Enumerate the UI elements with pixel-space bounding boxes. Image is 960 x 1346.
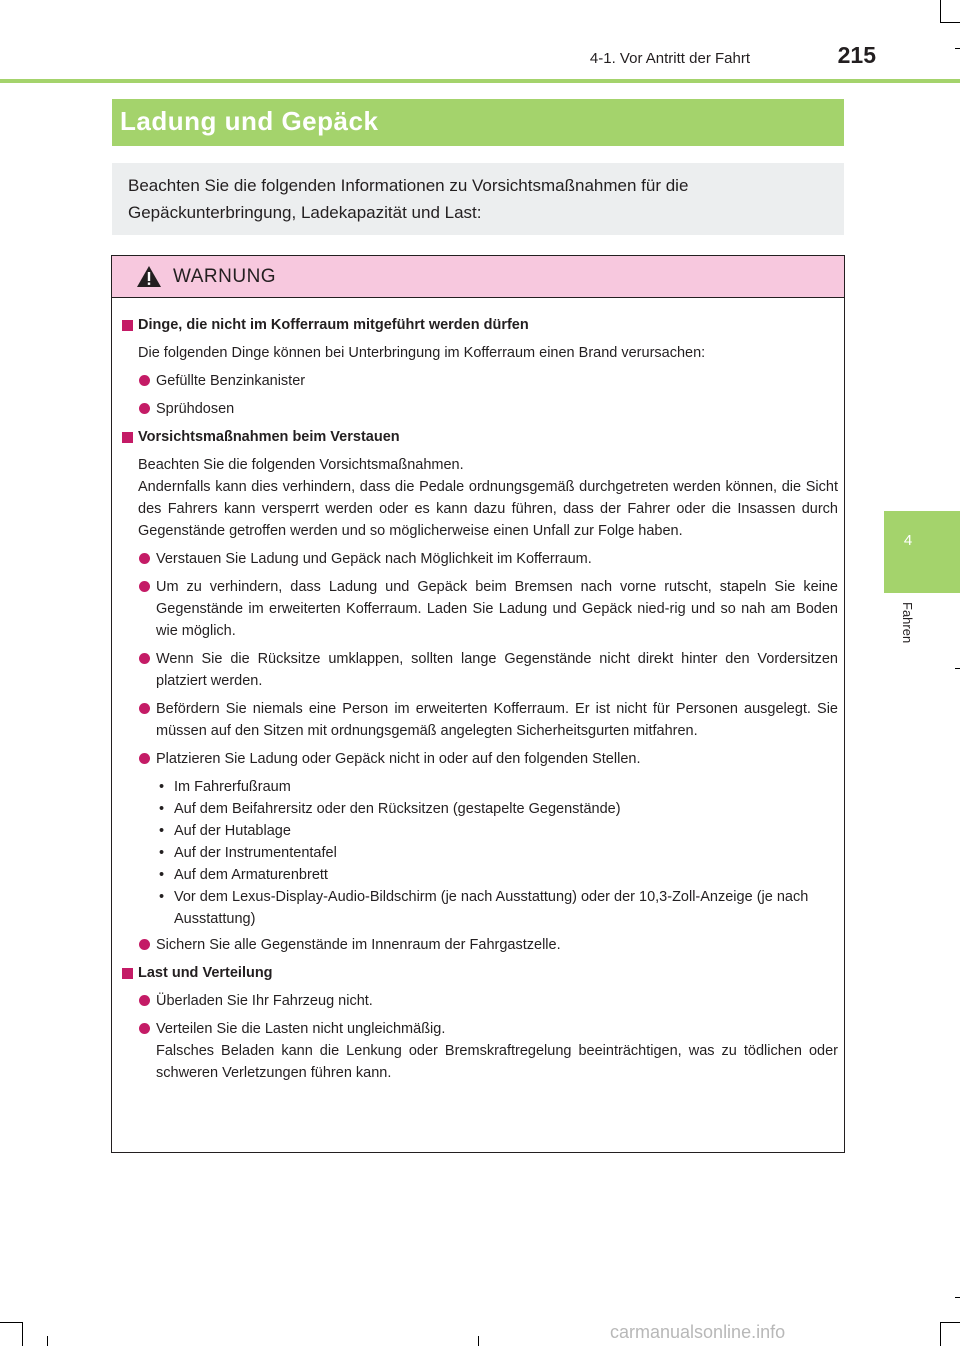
page-number: 215 [837,42,876,68]
crop-mark [47,1336,48,1346]
bullet-item: Verstauen Sie Ladung und Gepäck nach Möglichkeit im Kofferraum. [122,548,838,570]
warning-body [122,314,838,1084]
bullet-item: Gefüllte Benzinkanister [122,370,838,392]
bullet-item: Platzieren Sie Ladung oder Gepäck nicht in oder auf den folgenden Stellen. [122,748,838,770]
crop-mark [940,0,941,22]
paragraph-line: Andernfalls kann dies verhindern, dass die Pedale ordnungsgemäß durchgetreten werden können, die Sicht des Fahrers kann versperrt werden oder es kann dazu führen, dass der Fahrer oder die Insassen durch Gegenstände getroffen werden und so möglicherweise einen Unfall zur Folge haben. [138,479,838,539]
paragraph [122,454,838,542]
chapter-tab [884,511,960,593]
bullet-item: Wenn Sie die Rücksitze umklappen, sollten lange Gegenstände nicht direkt hinter den Vordersitzen platziert werden. [122,648,838,692]
watermark: carmanualsonline.info [610,1322,786,1342]
crop-mark [0,1322,22,1323]
list-item: • Auf dem Armaturenbrett [122,864,838,886]
section-heading: Vorsichtsmaßnahmen beim Verstauen [122,426,838,448]
chapter-label-text: Fahren [900,602,915,644]
crop-mark [478,1336,479,1346]
paragraph: Die folgenden Dinge können bei Unterbringung im Kofferraum einen Brand verursachen: [138,345,706,361]
bullet-line: Verteilen Sie die Lasten nicht ungleichmäßig. [156,1021,446,1037]
list-item: • Auf dem Beifahrersitz oder den Rücksitzen (gestapelte Gegenstände) [122,798,838,820]
intro-box [112,163,844,235]
header-rule [0,79,960,83]
bullet-line: Falsches Beladen kann die Lenkung oder Bremskraftregelung beeinträchtigen, was zu tödlichen oder schweren Verletzungen führen kann. [156,1043,838,1081]
intro-text: Beachten Sie die folgenden Informationen zu Vorsichtsmaßnahmen für die Gepäckunterbringung, Ladekapazität und Last: [128,176,689,222]
bullet-item: Sprühdosen [122,398,838,420]
bullet-item: Überladen Sie Ihr Fahrzeug nicht. [122,990,838,1012]
section-heading: Last und Verteilung [122,962,838,984]
list-item: • Im Fahrerfußraum [122,776,838,798]
section-heading: Dinge, die nicht im Kofferraum mitgeführt werden dürfen [122,314,838,336]
warning-box [111,255,845,1153]
bullet-item: Befördern Sie niemals eine Person im erweiterten Kofferraum. Er ist nicht für Personen ausgelegt. Sie müssen auf den Sitzen mit ordnungsgemäß angelegten Sicherheitsgurten mitfahren. [122,698,838,742]
crop-mark [955,1297,960,1298]
crop-mark [940,22,960,23]
crop-mark [940,1322,960,1323]
page-title: Ladung und Gepäck [120,106,379,136]
bullet-item: Sichern Sie alle Gegenstände im Innenraum der Fahrgastzelle. [122,934,838,956]
crop-mark [955,668,960,669]
location-list [122,776,838,930]
paragraph-line: Beachten Sie die folgenden Vorsichtsmaßnahmen. [138,457,464,473]
list-item: • Auf der Hutablage [122,820,838,842]
warning-triangle-icon [136,265,162,288]
chapter-label [884,598,932,668]
section-header: 4-1. Vor Antritt der Fahrt [589,50,750,67]
warning-heading: WARNUNG [173,266,277,287]
title-bar [112,99,844,146]
warning-header [112,256,844,298]
crop-mark [22,1322,23,1346]
chapter-number: 4 [903,532,913,549]
list-item: • Vor dem Lexus-Display-Audio-Bildschirm (je nach Ausstattung) oder der 10,3-Zoll-Anzeige (je nach Ausstattung) [122,886,838,930]
list-item: • Auf der Instrumententafel [122,842,838,864]
bullet-item [122,1018,838,1084]
bullet-item: Um zu verhindern, dass Ladung und Gepäck beim Bremsen nach vorne rutscht, stapeln Sie keine Gegenstände im erweiterten Kofferraum. Laden Sie Ladung und Gepäck nied-rig und so nah am Boden wie möglich. [122,576,838,642]
crop-mark [955,48,960,49]
crop-mark [940,1322,941,1346]
